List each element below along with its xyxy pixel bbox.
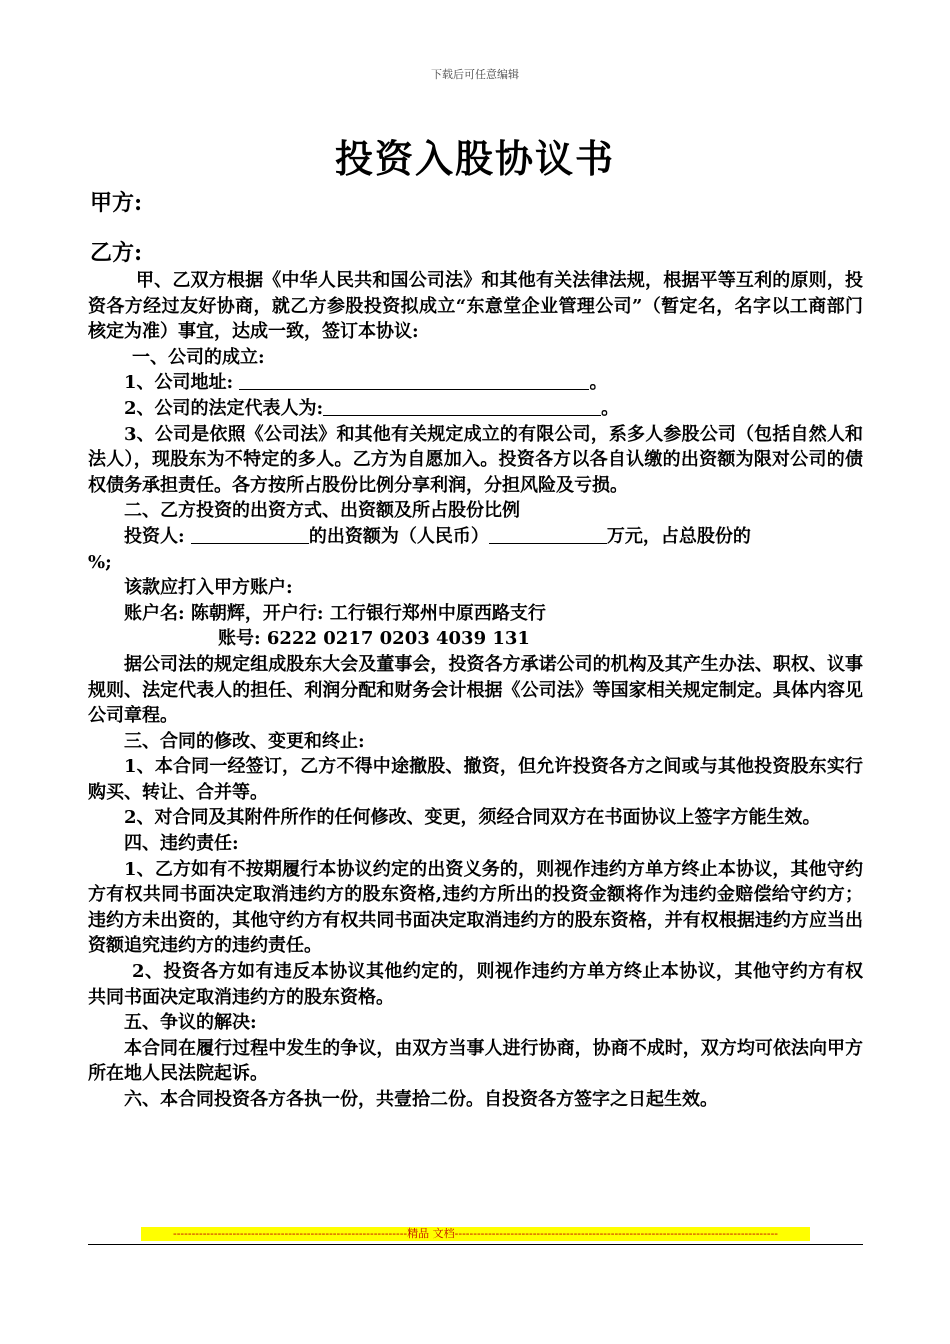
section-3-heading: 三、合同的修改、变更和终止: [124,730,365,752]
section-2-heading: 二、乙方投资的出资方式、出资额及所占股份比例 [124,500,520,522]
agreement-body [88,268,863,1113]
section-3-item-2: 2、对合同及其附件所作的任何修改、变更，须经合同双方在书面协议上签字方能生效。 [124,807,821,829]
company-address-label: 1、公司地址: [124,372,240,394]
section-5-text: 本合同在履行过程中发生的争议，由双方当事人进行协商，协商不成时，双方均可依法向甲方所在地人民法院起诉。 [88,1037,863,1085]
header-note: 下载后可任意编辑 [431,68,519,81]
footer-rule [88,1244,863,1245]
company-address-blank[interactable] [239,371,589,390]
account-intro: 该款应打入甲方账户: [124,577,293,599]
section-4-item-1: 1、乙方如有不按期履行本协议约定的出资义务的，则视作违约方单方终止本协议，其他守约方有权共同书面决定取消违约方的股东资格,违约方所出的投资金额将作为违约金赔偿给守约方；违约方未出资的，其他守约方有权共同书面决定取消违约方的股东资格，并有权根据违约方应当出资额追究违约方的违约责任。 [88,858,863,957]
account-name-line: 账户名: 陈朝辉，开户行: 工行银行郑州中原西路支行 [124,602,546,624]
bylaws-paragraph: 据公司法的规定组成股东大会及董事会，投资各方承诺公司的机构及其产生办法、职权、议事规则、法定代表人的担任、利润分配和财务会计根据《公司法》等国家相关规定制定。具体内容见公司章程。 [88,653,863,727]
investor-amount-blank[interactable] [489,525,607,544]
intro-paragraph: 甲、乙双方根据《中华人民共和国公司法》和其他有关法律法规，根据平等互利的原则，投资各方经过友好协商，就乙方参股投资拟成立“东意堂企业管理公司”（暂定名，名字以工商部门核定为准）事宜，达成一致，签订本协议: [88,270,863,343]
company-address-line [88,370,863,396]
account-number-line: 账号: 6222 0217 0203 4039 131 [218,628,530,650]
section-1-heading: 一、公司的成立: [132,346,265,368]
percent-line: %; [88,551,112,573]
company-address-end: 。 [589,372,608,394]
party-b-label: 乙方: [90,240,143,266]
footer-band: ---------------------------------------------------------------精品 文档--------------------------------------------------------------------------------------- [141,1227,810,1241]
party-a-label: 甲方: [90,190,143,216]
legal-rep-end: 。 [601,397,620,419]
investor-amount-label: 的出资额为（人民币） [308,525,489,547]
legal-rep-label: 2、公司的法定代表人为: [124,397,324,419]
section-1-item-3: 3、公司是依照《公司法》和其他有关规定成立的有限公司，系多人参股公司（包括自然人和法人），现股东为不特定的多人。乙方为自愿加入。投资各方以各自认缴的出资额为限对公司的债权债务承担责任。各方按所占股份比例分享利润，分担风险及亏损。 [88,423,863,496]
investor-label: 投资人: [124,525,191,547]
section-3-item-1: 1、本合同一经签订，乙方不得中途撤股、撤资，但允许投资各方之间或与其他投资股东实行购买、转让、合并等。 [88,756,863,803]
document-title: 投资入股协议书 [334,136,615,181]
investor-line [88,524,863,550]
section-4-heading: 四、违约责任: [124,833,239,855]
section-5-heading: 五、争议的解决: [124,1012,257,1034]
legal-rep-blank[interactable] [323,397,601,416]
investor-share-label: 万元，占总股份的 [606,525,751,547]
section-4-item-2: 2、投资各方如有违反本协议其他约定的，则视作违约方单方终止本协议，其他守约方有权共同书面决定取消违约方的股东资格。 [88,961,863,1008]
legal-rep-line [88,396,863,422]
section-6-text: 六、本合同投资各方各执一份，共壹拾二份。自投资各方签字之日起生效。 [124,1089,718,1110]
investor-name-blank[interactable] [191,525,309,544]
